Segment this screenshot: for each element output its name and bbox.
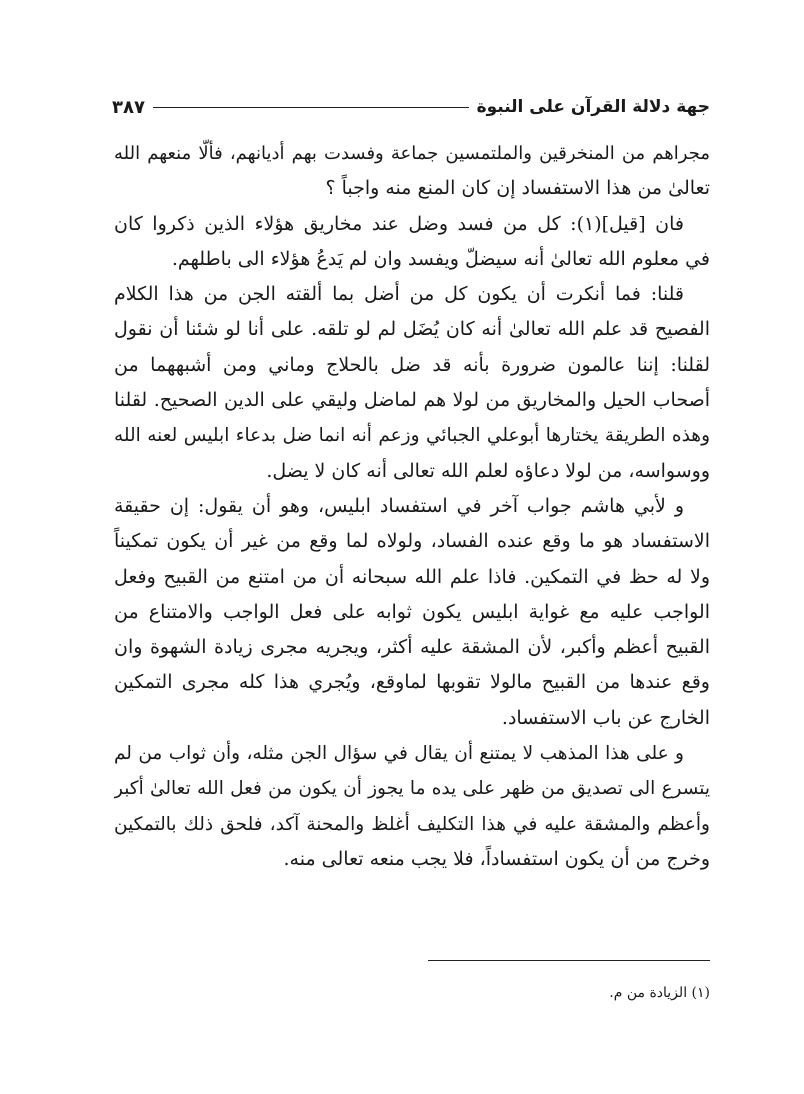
footnote: (١) الزيادة من م. [609,985,710,1001]
paragraph-first-line: و لأبي هاشم جواب آخر في استفساد ابليس، وهو أن يقول: إن حقيقة [114,494,684,517]
text-line: لقلنا: إننا عالمون ضرورة بأنه قد ضل بالحلاج وماني ومن أشبههما من [114,353,710,376]
paragraph-first-line: فان [قيل](١): كل من فسد وضل عند مخاريق هؤلاء الذين ذكروا كان [114,212,685,235]
text-line: الاستفساد هو ما وقع عنده الفساد، ولولاه لما وقع من غير أن يكون تمكيناً [114,530,710,553]
text-line: وأعظم والمشقة عليه في هذا التكليف أغلظ والمحنة آكد، فلحق ذلك بالتمكين [114,813,710,835]
body-text [114,136,710,877]
text-line: وقع عندها من القبيح مالولا تقوبها لماوقع، ويُجري هذا كله مجرى التمكين [114,671,710,694]
header-rule [153,107,469,108]
text-line: أصحاب الحيل والمخاريق من لولا هم لماضل وليقي على الدين الصحيح. لقلنا [114,389,710,412]
text-line: ووسواسه، من لولا دعاؤه لعلم الله تعالى أنه كان لا يضل. [266,459,710,482]
text-line: وخرج من أن يكون استفساداً، فلا يجب منعه تعالى منه. [283,847,710,870]
text-line: يتسرع الى تصديق من ظهر على يده ما يجوز أن يكون من فعل الله تعالىٰ أكبر [114,778,710,800]
paragraph-first-line: قلنا: فما أنكرت أن يكون كل من أضل بما ألقته الجن من هذا الكلام [114,283,684,306]
text-line: في معلوم الله تعالىٰ أنه سيضلّ ويفسد وان لم يَدعُ هؤلاء الى باطلهم. [171,247,710,270]
paragraph-first-line: و على هذا المذهب لا يمتنع أن يقال في سؤال الجن مثله، وأن ثواب من لم [114,743,684,765]
text-line: الخارج عن باب الاستفساد. [501,706,710,729]
text-line: الواجب عليه مع غواية ابليس يكون ثوابه على فعل الواجب والامتناع من [114,600,710,623]
page-number: ٣٨٧ [112,96,145,118]
text-line: تعالىٰ من هذا الاستفساد إن كان المنع منه واجباً ؟ [325,177,710,200]
text-line: وهذه الطريقة يختارها أبوعلي الجبائي وزعم أنه انما ضل بدعاء ابليس لعنه الله [114,425,710,447]
text-line: مجراهم من المنخرقين والملتمسين جماعة وفسدت بهم أديانهم، فألّا منعهم الله [114,143,710,164]
footnote-rule [428,960,710,961]
text-line: القبيح أعظم وأكبر، لأن المشقة عليه أكثر، ويجريه مجرى زيادة الشهوة وان [114,636,710,659]
text-line: ولا له حظ في التمكين. فاذا علم الله سبحانه أن من امتنع من القبيح وفعل [114,565,710,588]
text-line: الفصيح قد علم الله تعالىٰ أنه كان يُضَل لم لو تلقه. على أنا لو شئنا أن نقول [114,318,710,341]
running-header [112,92,710,122]
running-title: جهة دلالة القرآن على النبوة [476,97,710,117]
